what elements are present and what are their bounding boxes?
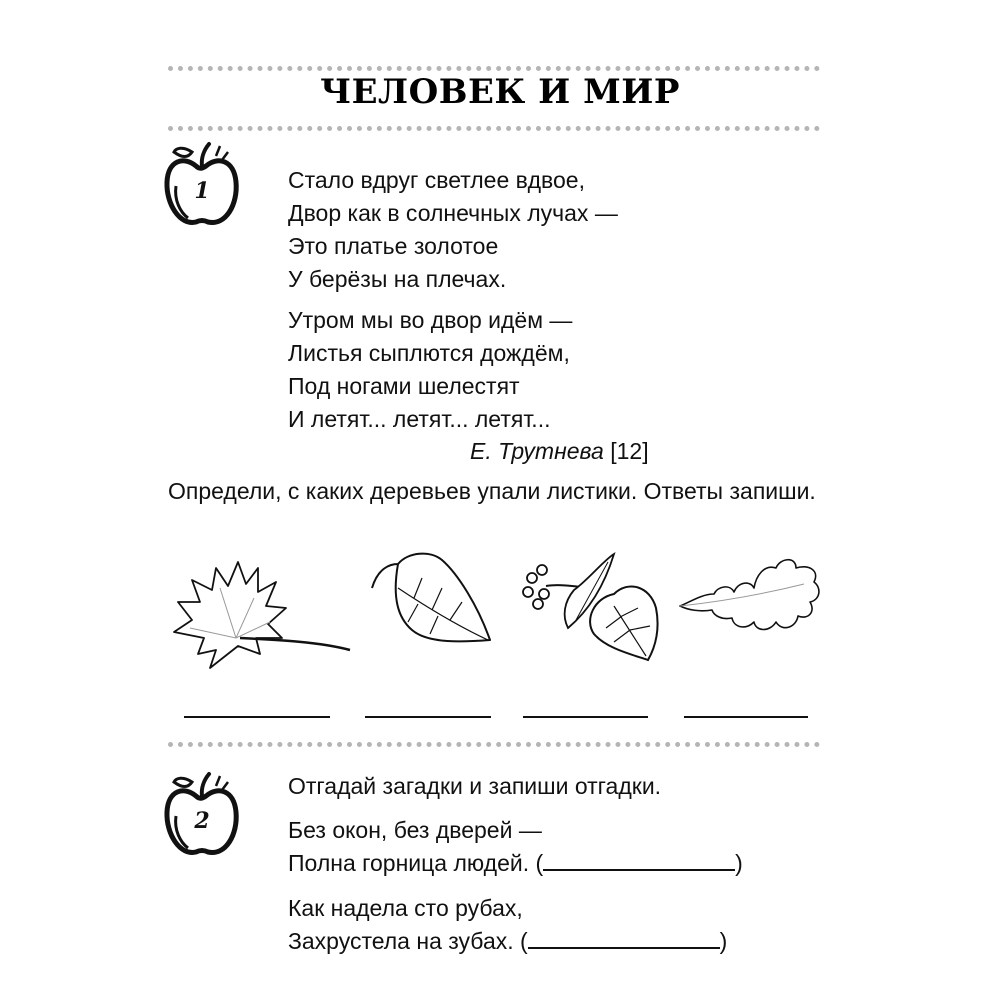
- riddle-line: Без окон, без дверей —: [288, 817, 542, 843]
- apple-number-icon: [162, 138, 244, 230]
- maple-leaf-icon: [170, 558, 352, 674]
- linden-leaf-icon: [518, 550, 660, 662]
- task2-instruction: Отгадай загадки и запиши отгадки.: [288, 773, 662, 799]
- author-name: Е. Трутнева: [470, 438, 604, 464]
- riddle-line: [288, 847, 743, 880]
- riddle-answer-blank[interactable]: [543, 851, 735, 871]
- page-title: ЧЕЛОВЕК И МИР: [320, 72, 680, 112]
- riddle-1: [288, 814, 743, 880]
- answer-blank-3[interactable]: [523, 716, 648, 718]
- poem-line: Двор как в солнечных лучах —: [288, 200, 618, 226]
- poem-stanza-2: [288, 304, 572, 436]
- riddle-close: ): [719, 928, 728, 954]
- answer-blank-4[interactable]: [684, 716, 808, 718]
- section-divider: [168, 742, 820, 747]
- riddle-line: [288, 925, 727, 958]
- poem-line: Под ногами шелестят: [288, 373, 520, 399]
- top-divider: [168, 66, 820, 71]
- apple-number-icon: [162, 768, 244, 860]
- poem-line: Стало вдруг светлее вдвое,: [288, 167, 585, 193]
- riddle-text: Полна горница людей. (: [288, 850, 544, 876]
- title-divider: [168, 126, 820, 131]
- poem-author: [470, 438, 649, 465]
- poem-stanza-1: [288, 164, 618, 296]
- poem-line: И летят... летят... летят...: [288, 406, 551, 432]
- poem-line: Утром мы во двор идём —: [288, 307, 573, 333]
- task-instruction: Определи, с каких деревьев упали листики. Ответы запиши.: [168, 478, 816, 504]
- answer-blank-2[interactable]: [365, 716, 491, 718]
- riddle-text: Захрустела на зубах. (: [288, 928, 528, 954]
- poem-line: Листья сыплются дождём,: [288, 340, 570, 366]
- poem-line: У берёзы на плечах.: [288, 266, 507, 292]
- task-number: 2: [194, 808, 210, 834]
- riddle-2: [288, 892, 727, 958]
- riddle-answer-blank[interactable]: [528, 929, 720, 949]
- riddle-close: ): [735, 850, 743, 876]
- task-number: 1: [194, 178, 210, 204]
- answer-blank-1[interactable]: [184, 716, 330, 718]
- poem-line: Это платье золотое: [288, 233, 499, 259]
- reference-number: [12]: [610, 438, 649, 464]
- oak-leaf-icon: [676, 554, 822, 636]
- riddle-line: Как надела сто рубах,: [288, 895, 523, 921]
- birch-leaf-icon: [368, 548, 494, 648]
